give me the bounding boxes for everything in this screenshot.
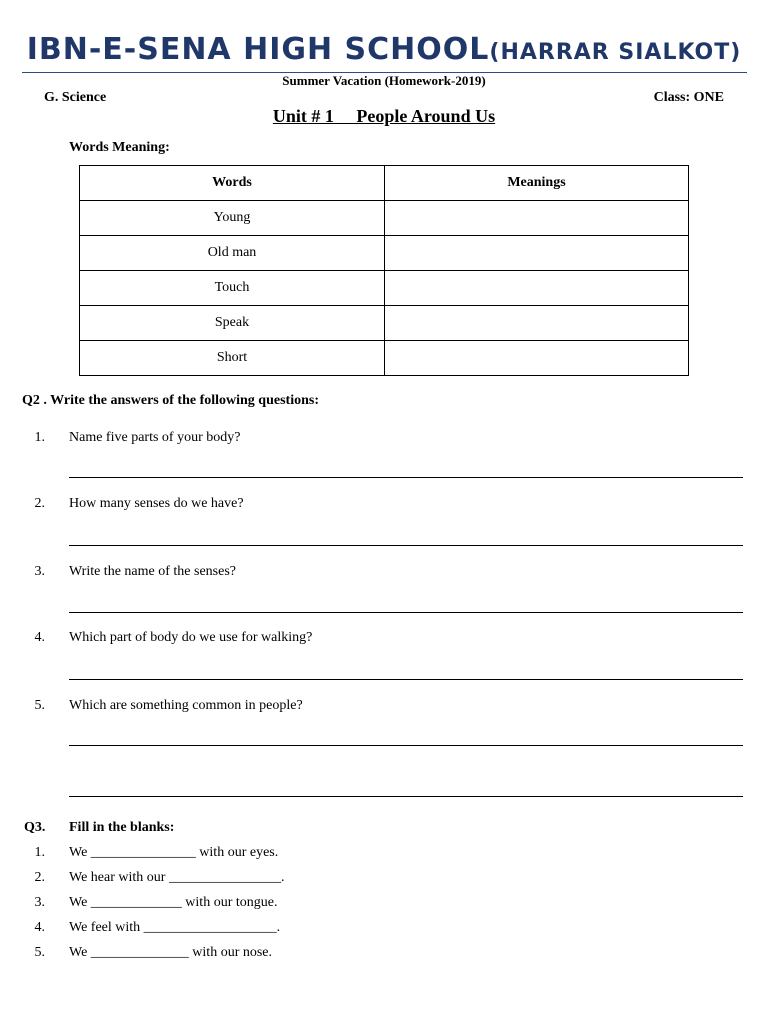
meaning-cell[interactable] <box>385 306 689 341</box>
school-name: IBN-E-SENA HIGH SCHOOL <box>26 32 490 67</box>
table-row <box>80 271 689 306</box>
school-location: (HARRAR SIALKOT) <box>489 40 742 65</box>
unit-heading <box>0 106 768 127</box>
blank-number: 2. <box>34 870 45 885</box>
answer-line[interactable] <box>69 679 743 680</box>
table-row <box>80 306 689 341</box>
question-text: Name five parts of your body? <box>69 430 241 445</box>
question-number: 3. <box>34 564 45 579</box>
question-number: 2. <box>34 496 45 511</box>
homework-subtitle: Summer Vacation (Homework-2019) <box>282 73 486 88</box>
q2-heading: Q2 . Write the answers of the following questions: <box>22 393 319 408</box>
meaning-cell[interactable] <box>385 341 689 376</box>
blank-number: 1. <box>34 845 45 860</box>
answer-line[interactable] <box>69 545 743 546</box>
answer-line[interactable] <box>69 745 743 746</box>
table-header-row <box>80 166 689 201</box>
meaning-cell[interactable] <box>385 271 689 306</box>
word-cell: Short <box>80 341 385 376</box>
words-meaning-table <box>79 165 689 376</box>
subject-label: G. Science <box>44 90 107 105</box>
blank-text: We hear with our ________________. <box>69 870 285 885</box>
unit-heading-text: Unit # 1 People Around Us <box>272 106 496 126</box>
blank-number: 4. <box>34 920 45 935</box>
blank-text: We _______________ with our eyes. <box>69 845 279 860</box>
word-cell: Speak <box>80 306 385 341</box>
word-cell: Touch <box>80 271 385 306</box>
meaning-cell[interactable] <box>385 201 689 236</box>
column-header-words: Words <box>80 166 385 201</box>
table-row <box>80 341 689 376</box>
question-number: 1. <box>34 430 45 445</box>
blank-text: We _____________ with our tongue. <box>69 895 278 910</box>
blank-text: We feel with ___________________. <box>69 920 281 935</box>
word-cell: Young <box>80 201 385 236</box>
question-text: Which are something common in people? <box>69 698 303 713</box>
table-row <box>80 201 689 236</box>
words-meaning-label: Words Meaning: <box>69 140 170 155</box>
answer-line[interactable] <box>69 477 743 478</box>
q3-number: Q3. <box>24 820 46 835</box>
class-label: Class: ONE <box>653 90 724 105</box>
column-header-meanings: Meanings <box>385 166 689 201</box>
q3-heading: Fill in the blanks: <box>69 820 175 835</box>
blank-number: 3. <box>34 895 45 910</box>
question-text: Which part of body do we use for walking? <box>69 630 313 645</box>
answer-line[interactable] <box>69 796 743 797</box>
blank-number: 5. <box>34 945 45 960</box>
table-row <box>80 236 689 271</box>
meaning-cell[interactable] <box>385 236 689 271</box>
question-number: 4. <box>34 630 45 645</box>
answer-line[interactable] <box>69 612 743 613</box>
question-text: Write the name of the senses? <box>69 564 236 579</box>
word-cell: Old man <box>80 236 385 271</box>
school-title <box>0 30 768 73</box>
blank-text: We ______________ with our nose. <box>69 945 273 960</box>
question-number: 5. <box>34 698 45 713</box>
question-text: How many senses do we have? <box>69 496 244 511</box>
